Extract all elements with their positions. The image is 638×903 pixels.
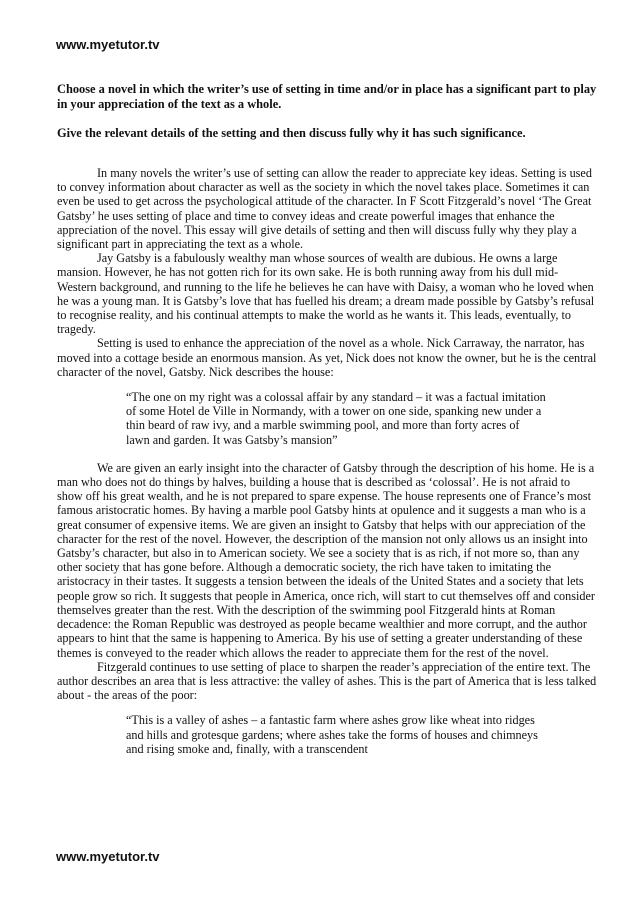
essay-body (57, 166, 597, 770)
essay-paragraph-4: We are given an early insight into the character of Gatsby through the description of his home. He is a man who does not do things by halves, building a house that is described as ‘colossal’. He is not afraid to show off his great wealth, and he is not prepared to spare expense. The house represents one of France’s most famous aristocratic homes. By having a marble pool Gatsby hints at opulence and it suggests a man who is a great consumer of expensive items. We are given an insight to Gatsby that helps with our appreciation of the character for the rest of the novel. However, the description of the mansion not only allows us an insight into Gatsby’s character, but also in to American society. We see a society that is as rich, if not more so, than any other society that has gone before. Although a democratic society, the rich have taken to imitating the aristocracy in their tastes. It suggests a tension between the ideals of the United States and a society that lets people grow so rich. It suggests that people in America, once rich, will start to cut themselves off and consider themselves greater than the rest. With the description of the swimming pool Fitzgerald hints at Roman decadence: the Roman Republic was destroyed as people became wealthier and more corrupt, and the author appears to hint that the same is happening to America. By his use of setting a greater understanding of these themes is conveyed to the reader which allows the reader to appreciate them for the rest of the novel. (57, 460, 595, 660)
essay-paragraph-1: In many novels the writer’s use of setting can allow the reader to appreciate key ideas. Setting is used to convey information about character as well as the society in which the novel takes place. Sometimes it can even be used to get across the psychological attitude of the character. In F Scott Fitzgerald’s novel ‘The Great Gatsby’ he uses setting of place and time to convey ideas and create powerful images that enhance the appreciation of the novel. This essay will give details of setting and then will discuss fully why they play a significant part in appreciating the text as a whole. (57, 166, 592, 252)
essay-paragraph-3: Setting is used to enhance the appreciation of the novel as a whole. Nick Carraway, the narrator, has moved into a cottage beside an enormous mansion. As yet, Nick does not know the owner, but he is the central character of the novel, Gatsby. Nick describes the house: (57, 336, 597, 379)
essay-question-prompt: Choose a novel in which the writer’s use of setting in time and/or in place has a significant part to play in your appreciation of the text as a whole. (57, 82, 597, 111)
essay-paragraph-5: Fitzgerald continues to use setting of place to sharpen the reader’s appreciation of the entire text. The author describes an area that is less attractive: the valley of ashes. This is the part of America that is less talked about - the areas of the poor: (57, 659, 597, 703)
block-quote-mansion: “The one on my right was a colossal affair by any standard – it was a factual imitation of some Hotel de Ville in Normandy, with a tower on one side, spanking new under a thin beard of raw ivy, and a marble swimming pool, and more than forty acres of lawn and garden. It was Gatsby’s mansion” (126, 390, 546, 447)
site-header: www.myetutor.tv (56, 37, 160, 52)
block-quote-valley-of-ashes: “This is a valley of ashes – a fantastic farm where ashes grow like wheat into ridges and hills and grotesque gardens; where ashes take the forms of houses and chimneys and rising smoke and, finally, with a transcendent (126, 713, 538, 756)
essay-paragraph-2: Jay Gatsby is a fabulously wealthy man whose sources of wealth are dubious. He owns a large mansion. However, he has not gotten rich for its own sake. He is both running away from his dull mid-Western background, and running to the life he believes he can have with Daisy, a woman who he loved when he was a young man. It is Gatsby’s love that has fuelled his dream; a dream made possible by Gatsby’s refusal to recognise reality, and his continual attempts to make the world as he wants it. This leads, eventually, to tragedy. (57, 251, 595, 337)
essay-question-instruction: Give the relevant details of the setting and then discuss fully why it has such significance. (57, 126, 526, 140)
site-footer: www.myetutor.tv (56, 849, 160, 864)
